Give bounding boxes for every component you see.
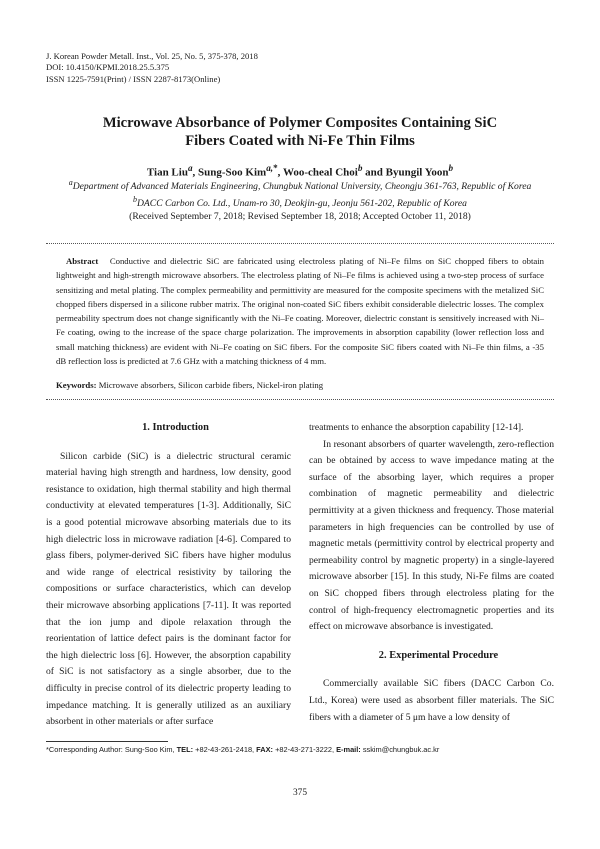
author-affil-mark: a xyxy=(187,163,193,173)
affil-mark-a: a xyxy=(68,178,73,187)
corresponding-author-footnote xyxy=(46,745,439,755)
author-and: and xyxy=(365,166,383,179)
author-name: Tian Liu xyxy=(146,166,188,179)
intro-paragraph-1: Silicon carbide (SiC) is a dielectric structural ceramic material having high strength and hardness, low density, good resistance to oxidation, high thermal stability and high thermal conductivity at elevated temperatures [1-3]. Additionally, SiC is a good potential microwave absorbing materials due to its high dielectric loss in microwave radiation [4-6]. Compared to glass fibers, polymer-derived SiC fibers have higher modulus and wide range of electrical resistivity by tailoring the compositions or surface characteristics, which can develop their microwave absorbing applications [7-11]. It was reported that the ion jump and dipole relaxation through the reorientation of lattice defect pairs is the dominant factor for the high dielectric loss [6]. However, the absorption capability of SiC is not satisfactory as a single absorber, due to the difficulty in precise control of its dielectric property leading to impedance matching. It is generally utilized as an auxiliary absorbent in other materials or after surface xyxy=(46,450,291,728)
journal-header xyxy=(46,51,258,85)
footnote-email-label: E-mail: xyxy=(336,745,361,754)
doi: DOI: 10.4150/KPMI.2018.25.5.375 xyxy=(46,62,170,73)
dotted-divider-top xyxy=(46,243,554,244)
abstract xyxy=(56,254,544,368)
affiliation-a xyxy=(30,176,570,193)
keywords-label: Keywords: xyxy=(56,380,97,390)
right-column xyxy=(309,420,554,726)
intro-paragraph-2: In resonant absorbers of quarter wavelength, zero-reflection can be obtained by access to wave impedance mating at the surface of the absorbing layer, which requires a proper combination of magnetic permeability and dielectric permittivity at a given thickness and frequency. Those material parameters in high frequencies can be controlled by use of magnetic metals (permittivity control by electrical property and permeability control by magnetic property) in a single-layered microwave absorber [15]. In this study, Ni-Fe films are coated on SiC chopped fibers through electroless plating for the control of high-frequency electromagnetic properties and its effect on microwave absorbance is investigated. xyxy=(309,438,554,633)
title-line-2: Fibers Coated with Ni-Fe Thin Films xyxy=(185,133,415,149)
footnote-email: sskim@chungbuk.ac.kr xyxy=(362,745,440,754)
author-name: Byungil Yoon xyxy=(385,166,449,179)
paper-title xyxy=(60,114,540,150)
keywords-text: Microwave absorbers, Silicon carbide fibers, Nickel-iron plating xyxy=(98,380,324,390)
footnote-tel-label: TEL: xyxy=(176,745,194,754)
page-number: 375 xyxy=(292,788,308,798)
issn: ISSN 1225-7591(Print) / ISSN 2287-8173(Online) xyxy=(46,73,221,84)
section-heading-experimental: 2. Experimental Procedure xyxy=(378,649,499,661)
author-name: Woo-cheal Choi xyxy=(282,166,358,179)
author-affil-mark: a, xyxy=(266,163,274,173)
footnote-tel: +82-43-261-2418, xyxy=(195,745,255,754)
dotted-divider-bottom xyxy=(46,399,554,400)
footnote-prefix: *Corresponding Author: Sung-Soo Kim, xyxy=(46,745,175,754)
affiliation-b xyxy=(30,193,570,210)
footnote-rule xyxy=(46,741,168,742)
received-dates: (Received September 7, 2018; Revised September 18, 2018; Accepted October 11, 2018) xyxy=(129,211,471,223)
affil-text-a: Department of Advanced Materials Engineering, Chungbuk National University, Cheongju 361-763, Republic of Korea xyxy=(72,181,532,193)
author-affil-mark: b xyxy=(448,163,454,173)
title-line-1: Microwave Absorbance of Polymer Composites Containing SiC xyxy=(102,115,498,131)
footnote-fax-label: FAX: xyxy=(256,745,274,754)
author-affil-mark: b xyxy=(357,163,363,173)
journal-citation: J. Korean Powder Metall. Inst., Vol. 25, No. 5, 375-378, 2018 xyxy=(46,51,258,61)
experimental-paragraph-1: Commercially available SiC fibers (DACC Carbon Co. Ltd., Korea) were used as absorbent filler materials. The SiC fibers with a diameter of 5 μm have a low density of xyxy=(309,678,554,723)
footnote-fax: +82-43-271-3222, xyxy=(275,745,335,754)
author-list: Tian Liu$^a$, Sung-Soo Kim$^{a,*}$, Woo-cheal Choi$^b$ and Byungil Yoon$^b$ xyxy=(146,163,454,179)
section-heading-introduction: 1. Introduction xyxy=(142,422,209,433)
abstract-label: Abstract xyxy=(66,256,99,266)
author-name: Sung-Soo Kim xyxy=(198,166,267,179)
affil-mark-b: b xyxy=(133,195,137,205)
corresponding-mark: * xyxy=(273,163,278,173)
abstract-text: Conductive and dielectric SiC are fabricated using electroless plating of Ni–Fe films on SiC chopped fibers to obtain lightweight and high-strength microwave absorbers. The electroless plating of Ni–Fe films is achieved using a two-step process of surface sensitizing and metal plating. The complex permeability and permittivity are measured for the composite specimens with the metalized SiC chopped fibers dispersed in a silicone rubber matrix. The original non-coated SiC fibers exhibit considerable dielectric losses. The complex permeability spectrum does not change significantly with the Ni–Fe coating. Moreover, dielectric constant is sensitively increased with Ni–Fe coating, owing to the increase of the space charge polarization. The improvements in absorption capability (lower reflection loss and small matching thickness) are evident with Ni–Fe coating on SiC fibers. For the composite SiC fibers coated with Ni–Fe thin films, a -35 dB reflection loss is predicted at 7.6 GHz with a matching thickness of 4 mm. xyxy=(56,256,544,367)
intro-paragraph-1-continued: treatments to enhance the absorption capability [12-14]. xyxy=(309,422,524,433)
left-column xyxy=(46,420,291,731)
keywords xyxy=(56,380,544,391)
affiliations xyxy=(30,176,570,223)
affil-text-b: DACC Carbon Co. Ltd., Unam-ro 30, Deokjin-gu, Jeonju 561-202, Republic of Korea xyxy=(137,198,467,210)
